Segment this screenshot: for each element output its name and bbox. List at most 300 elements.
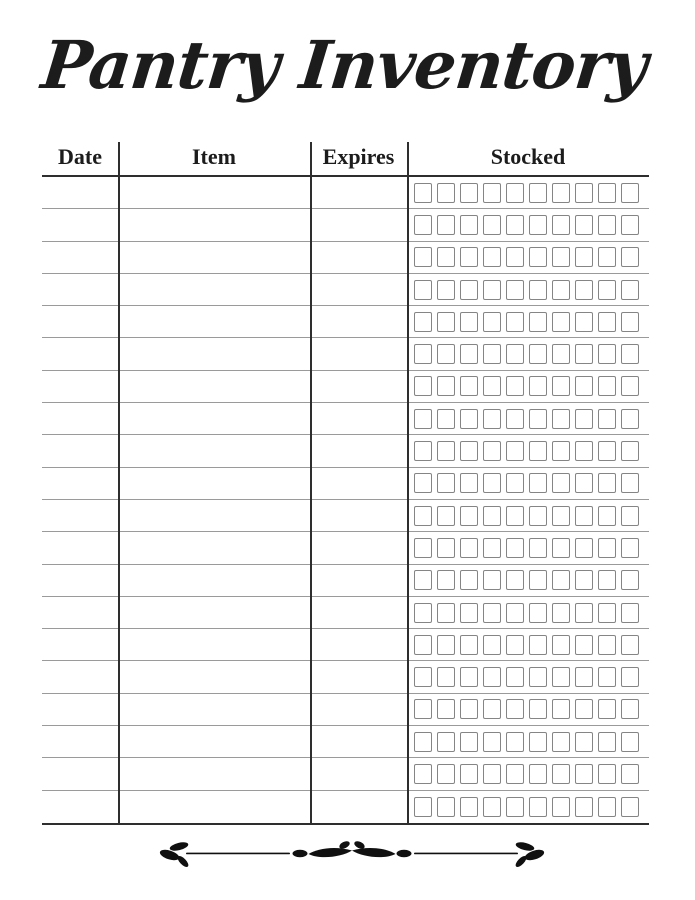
expires-cell xyxy=(310,694,407,725)
stocked-checkbox[interactable] xyxy=(598,538,616,558)
stocked-checkbox[interactable] xyxy=(460,635,478,655)
item-cell xyxy=(118,177,310,208)
stocked-checkbox[interactable] xyxy=(621,441,639,461)
stocked-checkbox[interactable] xyxy=(437,312,455,332)
item-cell xyxy=(118,435,310,466)
stocked-checkbox[interactable] xyxy=(414,280,432,300)
stocked-checkbox[interactable] xyxy=(598,764,616,784)
date-cell xyxy=(42,209,118,240)
stocked-checkbox[interactable] xyxy=(552,764,570,784)
item-cell xyxy=(118,726,310,757)
stocked-checkbox[interactable] xyxy=(529,344,547,364)
stocked-checkbox[interactable] xyxy=(598,699,616,719)
table-header-row xyxy=(42,142,649,177)
item-cell xyxy=(118,242,310,273)
date-cell xyxy=(42,629,118,660)
stocked-checkbox[interactable] xyxy=(575,441,593,461)
stocked-checkbox[interactable] xyxy=(552,409,570,429)
stocked-checkbox[interactable] xyxy=(506,409,524,429)
stocked-checkbox[interactable] xyxy=(575,506,593,526)
stocked-checkbox[interactable] xyxy=(483,538,501,558)
table-row xyxy=(42,597,649,629)
stocked-checkbox[interactable] xyxy=(460,344,478,364)
stocked-checkbox[interactable] xyxy=(575,312,593,332)
date-cell xyxy=(42,435,118,466)
stocked-checkbox[interactable] xyxy=(621,732,639,752)
divider-item-expires xyxy=(310,142,312,823)
table-row xyxy=(42,177,649,209)
stocked-checkbox[interactable] xyxy=(552,183,570,203)
stocked-checkbox[interactable] xyxy=(598,441,616,461)
date-cell xyxy=(42,468,118,499)
stocked-checkbox[interactable] xyxy=(575,603,593,623)
item-cell xyxy=(118,209,310,240)
stocked-checkbox[interactable] xyxy=(483,473,501,493)
stocked-checkbox[interactable] xyxy=(621,376,639,396)
stocked-checkbox[interactable] xyxy=(598,506,616,526)
table-row xyxy=(42,403,649,435)
stocked-checkbox[interactable] xyxy=(506,538,524,558)
stocked-checkbox[interactable] xyxy=(437,409,455,429)
stocked-checkbox[interactable] xyxy=(460,764,478,784)
stocked-checkbox[interactable] xyxy=(414,376,432,396)
table-row xyxy=(42,468,649,500)
stocked-checkbox[interactable] xyxy=(483,603,501,623)
expires-cell xyxy=(310,435,407,466)
stocked-checkbox[interactable] xyxy=(529,538,547,558)
column-header-date: Date xyxy=(58,143,102,169)
divider-expires-stocked xyxy=(407,142,409,823)
expires-cell xyxy=(310,532,407,563)
stocked-checkbox[interactable] xyxy=(621,635,639,655)
stocked-checkbox[interactable] xyxy=(529,247,547,267)
stocked-checkbox[interactable] xyxy=(483,635,501,655)
stocked-checkbox[interactable] xyxy=(621,473,639,493)
stocked-checkbox[interactable] xyxy=(598,183,616,203)
stocked-checkbox[interactable] xyxy=(529,441,547,461)
date-cell xyxy=(42,532,118,563)
stocked-checkbox[interactable] xyxy=(575,570,593,590)
stocked-checkbox[interactable] xyxy=(575,764,593,784)
stocked-checkbox[interactable] xyxy=(575,376,593,396)
stocked-cell xyxy=(407,338,649,369)
stocked-checkbox[interactable] xyxy=(575,409,593,429)
item-cell xyxy=(118,274,310,305)
item-cell xyxy=(118,791,310,823)
stocked-checkbox[interactable] xyxy=(621,699,639,719)
stocked-checkbox[interactable] xyxy=(414,797,432,817)
stocked-checkbox[interactable] xyxy=(506,635,524,655)
stocked-checkbox[interactable] xyxy=(460,732,478,752)
stocked-checkbox[interactable] xyxy=(621,409,639,429)
table-row xyxy=(42,758,649,790)
stocked-checkbox[interactable] xyxy=(598,409,616,429)
stocked-checkbox[interactable] xyxy=(437,376,455,396)
stocked-checkbox[interactable] xyxy=(506,667,524,687)
stocked-checkbox[interactable] xyxy=(506,570,524,590)
stocked-cell xyxy=(407,306,649,337)
stocked-checkbox[interactable] xyxy=(552,215,570,235)
stocked-checkbox[interactable] xyxy=(437,441,455,461)
stocked-cell xyxy=(407,726,649,757)
stocked-checkbox[interactable] xyxy=(483,506,501,526)
table-row xyxy=(42,532,649,564)
stocked-checkbox[interactable] xyxy=(621,764,639,784)
stocked-checkbox[interactable] xyxy=(414,441,432,461)
stocked-checkbox[interactable] xyxy=(506,797,524,817)
stocked-cell xyxy=(407,209,649,240)
expires-cell xyxy=(310,791,407,823)
stocked-checkbox[interactable] xyxy=(552,473,570,493)
stocked-checkbox[interactable] xyxy=(483,280,501,300)
date-cell xyxy=(42,274,118,305)
stocked-checkbox[interactable] xyxy=(621,603,639,623)
stocked-checkbox[interactable] xyxy=(414,506,432,526)
stocked-checkbox[interactable] xyxy=(460,506,478,526)
stocked-cell xyxy=(407,758,649,789)
divider-date-item xyxy=(118,142,120,823)
stocked-checkbox[interactable] xyxy=(460,667,478,687)
stocked-cell xyxy=(407,565,649,596)
stocked-cell xyxy=(407,177,649,208)
table-row xyxy=(42,500,649,532)
table-row xyxy=(42,565,649,597)
stocked-checkbox[interactable] xyxy=(552,506,570,526)
stocked-cell xyxy=(407,242,649,273)
stocked-checkbox[interactable] xyxy=(506,183,524,203)
stocked-checkbox[interactable] xyxy=(437,732,455,752)
item-cell xyxy=(118,629,310,660)
stocked-checkbox[interactable] xyxy=(529,667,547,687)
stocked-checkbox[interactable] xyxy=(621,183,639,203)
stocked-checkbox[interactable] xyxy=(437,699,455,719)
stocked-checkbox[interactable] xyxy=(506,506,524,526)
stocked-checkbox[interactable] xyxy=(483,797,501,817)
stocked-checkbox[interactable] xyxy=(552,280,570,300)
stocked-checkbox[interactable] xyxy=(552,732,570,752)
stocked-checkbox[interactable] xyxy=(529,732,547,752)
stocked-cell xyxy=(407,403,649,434)
stocked-checkbox[interactable] xyxy=(621,570,639,590)
stocked-checkbox[interactable] xyxy=(460,312,478,332)
date-cell xyxy=(42,597,118,628)
stocked-checkbox[interactable] xyxy=(575,699,593,719)
table-row xyxy=(42,242,649,274)
stocked-checkbox[interactable] xyxy=(621,506,639,526)
stocked-checkbox[interactable] xyxy=(460,699,478,719)
stocked-checkbox[interactable] xyxy=(552,603,570,623)
stocked-checkbox[interactable] xyxy=(437,215,455,235)
stocked-checkbox[interactable] xyxy=(437,506,455,526)
stocked-checkbox[interactable] xyxy=(598,667,616,687)
stocked-checkbox[interactable] xyxy=(414,215,432,235)
stocked-checkbox[interactable] xyxy=(529,473,547,493)
stocked-cell xyxy=(407,791,649,823)
table-row xyxy=(42,209,649,241)
date-cell xyxy=(42,306,118,337)
stocked-checkbox[interactable] xyxy=(506,344,524,364)
stocked-checkbox[interactable] xyxy=(414,667,432,687)
stocked-checkbox[interactable] xyxy=(460,441,478,461)
date-cell xyxy=(42,403,118,434)
stocked-checkbox[interactable] xyxy=(598,376,616,396)
stocked-checkbox[interactable] xyxy=(460,376,478,396)
item-cell xyxy=(118,338,310,369)
stocked-checkbox[interactable] xyxy=(529,280,547,300)
date-cell xyxy=(42,500,118,531)
stocked-checkbox[interactable] xyxy=(414,312,432,332)
stocked-checkbox[interactable] xyxy=(483,215,501,235)
stocked-checkbox[interactable] xyxy=(414,247,432,267)
date-cell xyxy=(42,661,118,692)
stocked-checkbox[interactable] xyxy=(483,376,501,396)
table-row xyxy=(42,629,649,661)
stocked-checkbox[interactable] xyxy=(414,538,432,558)
stocked-checkbox[interactable] xyxy=(506,732,524,752)
stocked-checkbox[interactable] xyxy=(437,797,455,817)
stocked-checkbox[interactable] xyxy=(506,699,524,719)
stocked-checkbox[interactable] xyxy=(598,312,616,332)
date-cell xyxy=(42,791,118,823)
stocked-checkbox[interactable] xyxy=(598,215,616,235)
stocked-checkbox[interactable] xyxy=(460,570,478,590)
stocked-checkbox[interactable] xyxy=(529,570,547,590)
stocked-checkbox[interactable] xyxy=(483,441,501,461)
expires-cell xyxy=(310,274,407,305)
stocked-checkbox[interactable] xyxy=(575,473,593,493)
inventory-table xyxy=(42,142,649,825)
stocked-checkbox[interactable] xyxy=(460,280,478,300)
stocked-checkbox[interactable] xyxy=(621,344,639,364)
stocked-checkbox[interactable] xyxy=(483,570,501,590)
stocked-checkbox[interactable] xyxy=(437,473,455,493)
stocked-checkbox[interactable] xyxy=(437,570,455,590)
page-title: Pantry Inventory xyxy=(38,26,651,104)
stocked-checkbox[interactable] xyxy=(575,215,593,235)
stocked-checkbox[interactable] xyxy=(575,538,593,558)
stocked-checkbox[interactable] xyxy=(575,280,593,300)
stocked-checkbox[interactable] xyxy=(529,409,547,429)
stocked-checkbox[interactable] xyxy=(460,183,478,203)
item-cell xyxy=(118,532,310,563)
table-row xyxy=(42,435,649,467)
stocked-checkbox[interactable] xyxy=(552,538,570,558)
expires-cell xyxy=(310,661,407,692)
expires-cell xyxy=(310,726,407,757)
expires-cell xyxy=(310,468,407,499)
item-cell xyxy=(118,468,310,499)
stocked-checkbox[interactable] xyxy=(483,732,501,752)
stocked-checkbox[interactable] xyxy=(621,247,639,267)
expires-cell xyxy=(310,629,407,660)
stocked-checkbox[interactable] xyxy=(598,570,616,590)
expires-cell xyxy=(310,565,407,596)
date-cell xyxy=(42,565,118,596)
table-row xyxy=(42,306,649,338)
expires-cell xyxy=(310,209,407,240)
stocked-checkbox[interactable] xyxy=(529,603,547,623)
expires-cell xyxy=(310,306,407,337)
stocked-checkbox[interactable] xyxy=(575,635,593,655)
expires-cell xyxy=(310,403,407,434)
stocked-checkbox[interactable] xyxy=(529,312,547,332)
stocked-checkbox[interactable] xyxy=(506,603,524,623)
stocked-checkbox[interactable] xyxy=(506,215,524,235)
item-cell xyxy=(118,565,310,596)
stocked-checkbox[interactable] xyxy=(575,732,593,752)
table-row xyxy=(42,791,649,823)
stocked-checkbox[interactable] xyxy=(437,344,455,364)
item-cell xyxy=(118,306,310,337)
stocked-checkbox[interactable] xyxy=(460,538,478,558)
stocked-cell xyxy=(407,274,649,305)
stocked-checkbox[interactable] xyxy=(437,183,455,203)
stocked-checkbox[interactable] xyxy=(552,635,570,655)
expires-cell xyxy=(310,338,407,369)
stocked-checkbox[interactable] xyxy=(529,215,547,235)
stocked-checkbox[interactable] xyxy=(552,376,570,396)
stocked-checkbox[interactable] xyxy=(483,183,501,203)
stocked-checkbox[interactable] xyxy=(460,603,478,623)
stocked-checkbox[interactable] xyxy=(506,280,524,300)
stocked-checkbox[interactable] xyxy=(506,441,524,461)
stocked-cell xyxy=(407,597,649,628)
stocked-checkbox[interactable] xyxy=(598,603,616,623)
expires-cell xyxy=(310,597,407,628)
column-header-stocked: Stocked xyxy=(490,143,566,169)
stocked-checkbox[interactable] xyxy=(414,699,432,719)
stocked-cell xyxy=(407,694,649,725)
stocked-checkbox[interactable] xyxy=(506,764,524,784)
expires-cell xyxy=(310,371,407,402)
stocked-checkbox[interactable] xyxy=(575,667,593,687)
column-header-item: Item xyxy=(192,143,236,169)
stocked-checkbox[interactable] xyxy=(506,376,524,396)
stocked-checkbox[interactable] xyxy=(529,506,547,526)
stocked-checkbox[interactable] xyxy=(437,667,455,687)
item-cell xyxy=(118,758,310,789)
stocked-checkbox[interactable] xyxy=(621,667,639,687)
stocked-checkbox[interactable] xyxy=(506,312,524,332)
stocked-checkbox[interactable] xyxy=(552,699,570,719)
column-header-expires: Expires xyxy=(322,143,395,169)
stocked-checkbox[interactable] xyxy=(575,247,593,267)
stocked-checkbox[interactable] xyxy=(621,215,639,235)
date-cell xyxy=(42,371,118,402)
expires-cell xyxy=(310,242,407,273)
stocked-checkbox[interactable] xyxy=(437,538,455,558)
stocked-checkbox[interactable] xyxy=(506,473,524,493)
stocked-cell xyxy=(407,435,649,466)
item-cell xyxy=(118,597,310,628)
stocked-checkbox[interactable] xyxy=(529,764,547,784)
stocked-checkbox[interactable] xyxy=(529,797,547,817)
stocked-checkbox[interactable] xyxy=(529,699,547,719)
stocked-checkbox[interactable] xyxy=(414,409,432,429)
stocked-checkbox[interactable] xyxy=(621,280,639,300)
stocked-cell xyxy=(407,468,649,499)
stocked-checkbox[interactable] xyxy=(460,797,478,817)
stocked-checkbox[interactable] xyxy=(552,312,570,332)
stocked-checkbox[interactable] xyxy=(621,312,639,332)
stocked-checkbox[interactable] xyxy=(529,376,547,396)
stocked-checkbox[interactable] xyxy=(437,603,455,623)
stocked-checkbox[interactable] xyxy=(437,280,455,300)
table-row xyxy=(42,338,649,370)
stocked-checkbox[interactable] xyxy=(414,183,432,203)
stocked-checkbox[interactable] xyxy=(575,183,593,203)
stocked-checkbox[interactable] xyxy=(529,635,547,655)
date-cell xyxy=(42,726,118,757)
stocked-checkbox[interactable] xyxy=(598,473,616,493)
stocked-checkbox[interactable] xyxy=(483,247,501,267)
stocked-checkbox[interactable] xyxy=(575,344,593,364)
stocked-checkbox[interactable] xyxy=(414,570,432,590)
stocked-checkbox[interactable] xyxy=(437,247,455,267)
stocked-checkbox[interactable] xyxy=(621,797,639,817)
stocked-checkbox[interactable] xyxy=(414,635,432,655)
stocked-checkbox[interactable] xyxy=(552,441,570,461)
table-body xyxy=(42,177,649,825)
stocked-checkbox[interactable] xyxy=(552,344,570,364)
stocked-checkbox[interactable] xyxy=(598,344,616,364)
stocked-checkbox[interactable] xyxy=(483,699,501,719)
stocked-checkbox[interactable] xyxy=(460,215,478,235)
stocked-checkbox[interactable] xyxy=(621,538,639,558)
stocked-cell xyxy=(407,629,649,660)
stocked-checkbox[interactable] xyxy=(460,409,478,429)
stocked-checkbox[interactable] xyxy=(460,247,478,267)
stocked-checkbox[interactable] xyxy=(552,797,570,817)
stocked-checkbox[interactable] xyxy=(414,764,432,784)
stocked-checkbox[interactable] xyxy=(552,667,570,687)
stocked-checkbox[interactable] xyxy=(483,764,501,784)
stocked-checkbox[interactable] xyxy=(483,344,501,364)
date-cell xyxy=(42,694,118,725)
stocked-checkbox[interactable] xyxy=(552,570,570,590)
item-cell xyxy=(118,661,310,692)
stocked-checkbox[interactable] xyxy=(506,247,524,267)
stocked-checkbox[interactable] xyxy=(414,603,432,623)
stocked-checkbox[interactable] xyxy=(437,764,455,784)
expires-cell xyxy=(310,177,407,208)
table-row xyxy=(42,274,649,306)
date-cell xyxy=(42,758,118,789)
stocked-checkbox[interactable] xyxy=(598,635,616,655)
stocked-checkbox[interactable] xyxy=(575,797,593,817)
table-row xyxy=(42,694,649,726)
stocked-checkbox[interactable] xyxy=(414,473,432,493)
stocked-checkbox[interactable] xyxy=(529,183,547,203)
stocked-cell xyxy=(407,500,649,531)
stocked-checkbox[interactable] xyxy=(598,247,616,267)
stocked-checkbox[interactable] xyxy=(414,344,432,364)
item-cell xyxy=(118,403,310,434)
table-row xyxy=(42,726,649,758)
stocked-checkbox[interactable] xyxy=(483,409,501,429)
stocked-checkbox[interactable] xyxy=(598,797,616,817)
stocked-checkbox[interactable] xyxy=(598,280,616,300)
item-cell xyxy=(118,694,310,725)
stocked-checkbox[interactable] xyxy=(483,312,501,332)
stocked-checkbox[interactable] xyxy=(598,732,616,752)
stocked-checkbox[interactable] xyxy=(460,473,478,493)
stocked-checkbox[interactable] xyxy=(552,247,570,267)
stocked-checkbox[interactable] xyxy=(437,635,455,655)
stocked-checkbox[interactable] xyxy=(483,667,501,687)
table-row xyxy=(42,661,649,693)
stocked-checkbox[interactable] xyxy=(414,732,432,752)
